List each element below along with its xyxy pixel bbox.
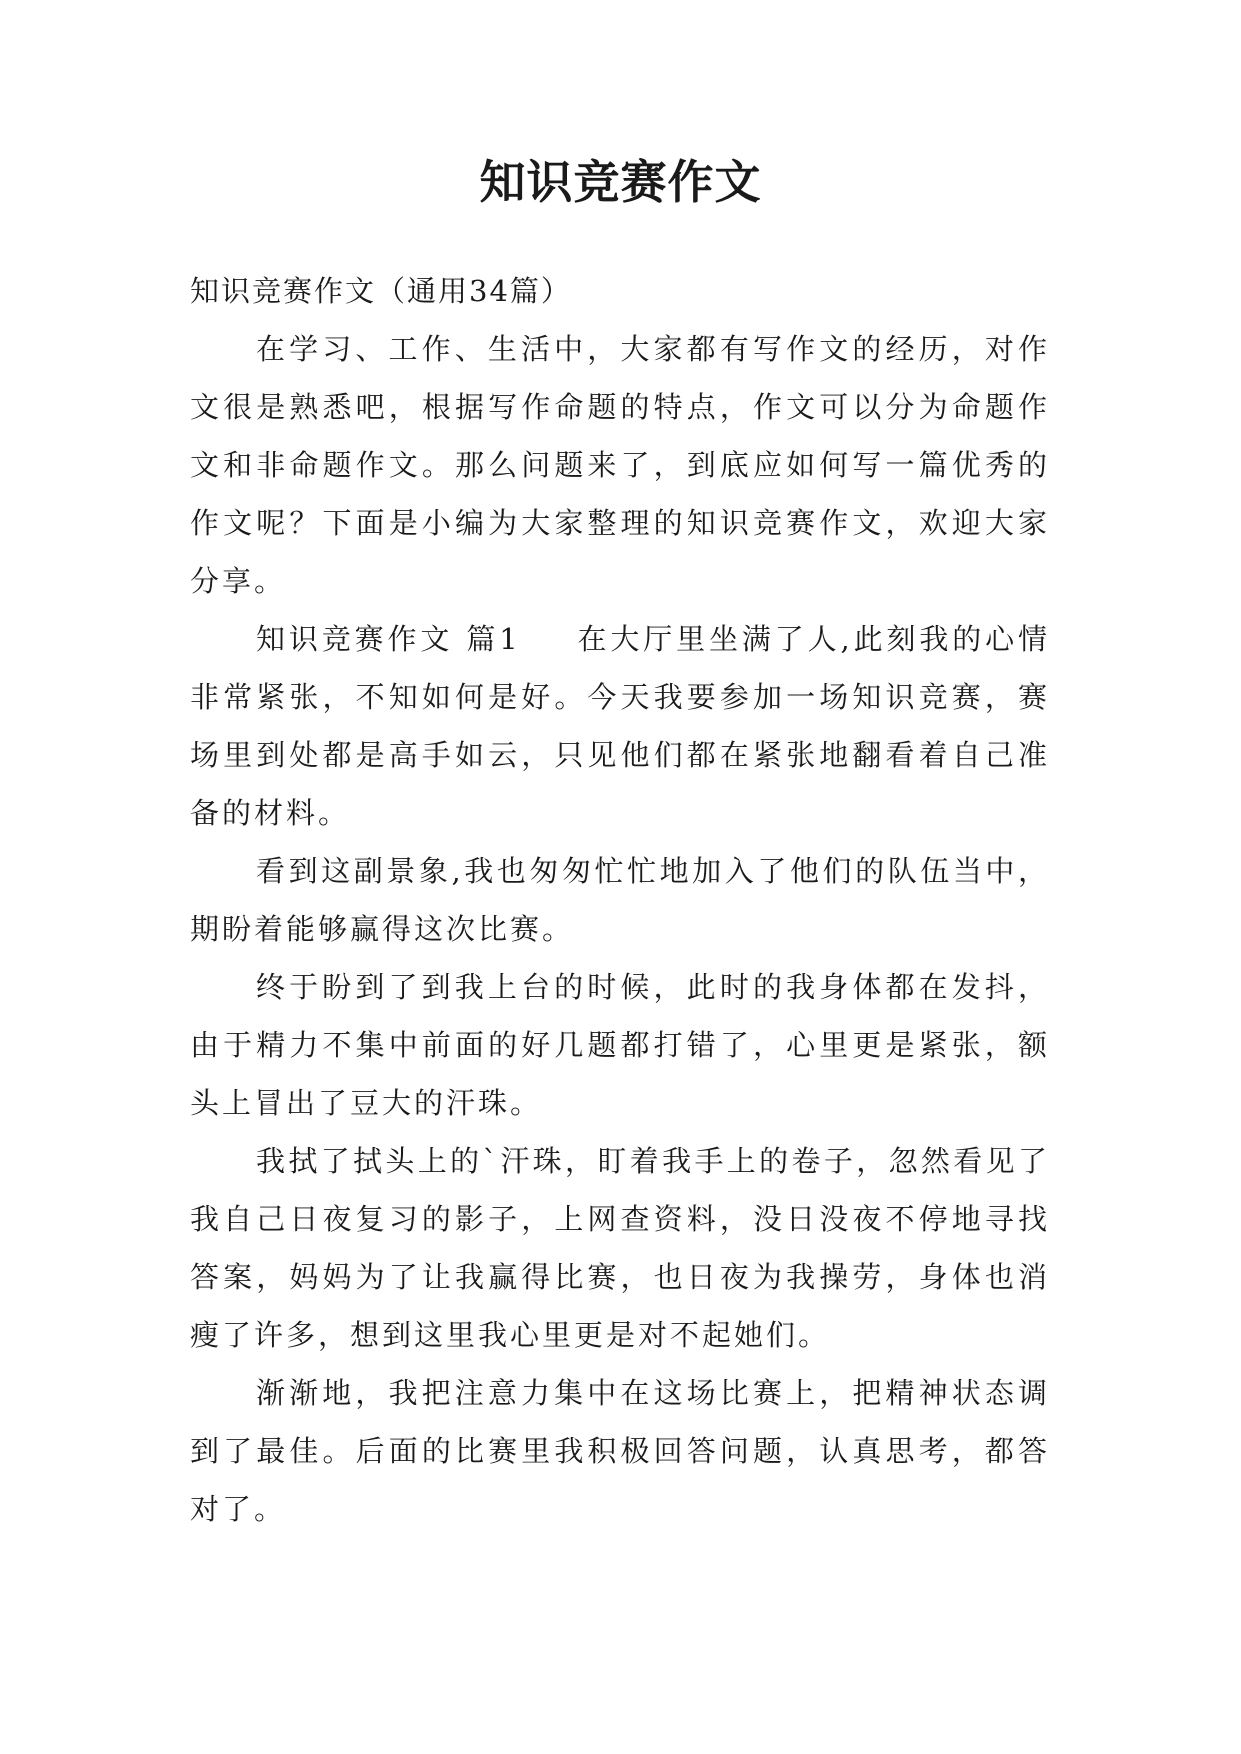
- body-paragraph-4: 渐渐地，我把注意力集中在这场比赛上，把精神状态调到了最佳。后面的比赛里我积极回答问题，认真思考，都答对了。: [190, 1376, 1050, 1526]
- body-paragraph-2: 终于盼到了到我上台的时候，此时的我身体都在发抖，由于精力不集中前面的好几题都打错了，心里更是紧张，额头上冒出了豆大的汗珠。: [190, 970, 1050, 1120]
- document-body: [190, 262, 1050, 1538]
- document-title: 知识竞赛作文: [479, 155, 762, 209]
- body-paragraph-1: 看到这副景象,我也匆匆忙忙地加入了他们的队伍当中，期盼着能够赢得这次比赛。: [190, 854, 1050, 946]
- section-1-paragraph: [190, 610, 1050, 842]
- section-heading: 知识竞赛作文 篇1: [256, 622, 521, 656]
- body-paragraph-3: 我拭了拭头上的`汗珠，盯着我手上的卷子，忽然看见了我自己日夜复习的影子，上网查资料，没日没夜不停地寻找答案，妈妈为了让我赢得比赛，也日夜为我操劳，身体也消瘦了许多，想到这里我心里更是对不起她们。: [190, 1144, 1050, 1352]
- intro-paragraph: 在学习、工作、生活中，大家都有写作文的经历，对作文很是熟悉吧，根据写作命题的特点，作文可以分为命题作文和非命题作文。那么问题来了，到底应如何写一篇优秀的作文呢？下面是小编为大家整理的知识竞赛作文，欢迎大家分享。: [190, 332, 1050, 598]
- section-1-text: 在大厅里坐满了人,此刻我的心情非常紧张，不知如何是好。今天我要参加一场知识竞赛，赛场里到处都是高手如云，只见他们都在紧张地翻看着自己准备的材料。: [190, 622, 1050, 830]
- document-subtitle: 知识竞赛作文（通用34篇）: [190, 274, 572, 308]
